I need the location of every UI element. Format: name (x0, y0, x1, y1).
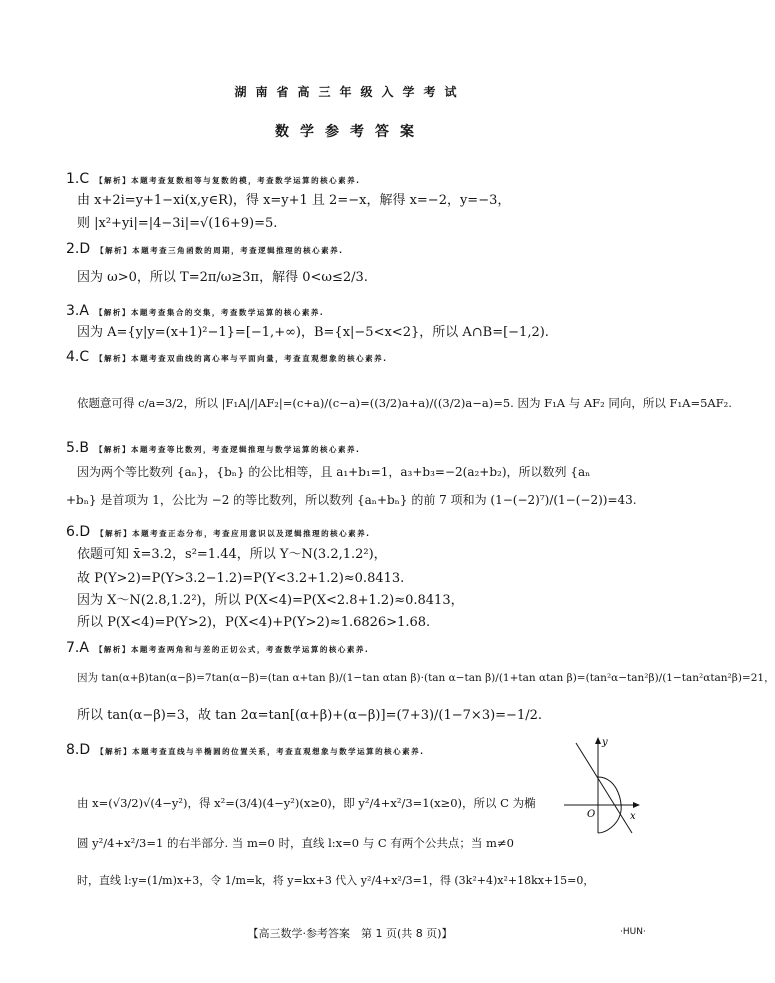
origin-label: O (587, 809, 596, 820)
problem-number: 3.A (66, 303, 89, 319)
x-axis-label: x (630, 811, 636, 822)
problem-5-line-2: +bₙ} 是首项为 1，公比为 −2 的等比数列，所以数列 {aₙ+bₙ} 的前 7 项和为 (1−(−2)⁷)/(1−(−2))=43. (66, 493, 637, 507)
analysis-tag: 【解析】 (94, 645, 131, 654)
page-title: 湖南省高三年级入学考试 (234, 85, 466, 99)
problem-6-heading (66, 524, 371, 542)
half-ellipse-graph (562, 735, 644, 835)
problem-4-heading (66, 349, 388, 367)
problem-number: 8.D (66, 742, 91, 758)
problem-2-line-1: 因为 ω>0，所以 T=2π/ω≥3π，解得 0<ω≤2/3. (77, 270, 368, 285)
problem-number: 2.D (66, 241, 91, 257)
problem-note: 本题考查直线与半椭圆的位置关系，考查直观想象与数学运算的核心素养. (132, 747, 425, 756)
analysis-tag: 【解析】 (95, 354, 132, 363)
problem-number: 7.A (66, 640, 89, 656)
problem-1-heading (66, 171, 361, 189)
problem-8-line-2: 圆 y²/4+x²/3=1 的右半部分. 当 m=0 时，直线 l:x=0 与 C 有两个公共点；当 m≠0 (77, 836, 514, 850)
problem-5-line-1: 因为两个等比数列 {aₙ}，{bₙ} 的公比相等，且 a₁+b₁=1，a₃+b₃=−2(a₂+b₂)，所以数列 {aₙ (77, 465, 591, 479)
analysis-tag: 【解析】 (94, 308, 131, 317)
problem-6-line-2: 故 P(Y>2)=P(Y>3.2−1.2)=P(Y<3.2+1.2)≈0.8413. (77, 571, 405, 586)
problem-6-line-3: 因为 X～N(2.8,1.2²)，所以 P(X<4)=P(X<2.8+1.2)≈0.8413， (77, 593, 464, 608)
problem-7-line-2: 所以 tan(α−β)=3，故 tan 2α=tan[(α+β)+(α−β)]=(7+3)/(1−7×3)=−1/2. (77, 708, 543, 723)
problem-note: 本题考查三角函数的周期，考查逻辑推理的核心素养. (132, 246, 344, 255)
problem-note: 本题考查集合的交集，考查数学运算的核心素养. (130, 308, 325, 317)
page-footer: 【高三数学·参考答案 第 1 页(共 8 页)】 (247, 927, 453, 940)
analysis-tag: 【解析】 (96, 246, 133, 255)
problem-1-line-2: 则 |x²+yi|=|4−3i|=√(16+9)=5. (77, 216, 278, 231)
problem-number: 6.D (66, 524, 91, 540)
page-subtitle: 数学参考答案 (275, 124, 425, 140)
problem-note: 本题考查等比数列，考查逻辑推理与数学运算的核心素养. (130, 445, 361, 454)
problem-3-line-1: 因为 A={y|y=(x+1)²−1}=[−1,+∞)，B={x|−5<x<2}，所以 A∩B=[−1,2). (77, 325, 549, 340)
problem-8-line-3: 时，直线 l:y=(1/m)x+3，令 1/m=k，将 y=kx+3 代入 y²/4+x²/3=1，得 (3k²+4)x²+18kx+15=0， (77, 874, 595, 887)
problem-7-heading (66, 640, 369, 658)
problem-note: 本题考查复数相等与复数的模，考查数学运算的核心素养. (131, 176, 361, 185)
problem-6-line-4: 所以 P(X<4)=P(Y>2)，P(X<4)+P(Y>2)≈1.6826>1.68. (77, 615, 431, 630)
x-axis-arrow-icon (633, 802, 640, 808)
problem-note: 本题考查双曲线的离心率与平面向量，考查直观想象的核心素养. (131, 354, 388, 363)
problem-4-line-1: 依题意可得 c/a=3/2，所以 |F₁A|/|AF₂|=(c+a)/(c−a)=((3/2)a+a)/((3/2)a−a)=5. 因为 F₁A 与 AF₂ 同向，所以 F₁A=5AF₂. (77, 396, 732, 410)
analysis-tag: 【解析】 (96, 529, 133, 538)
problem-number: 5.B (66, 440, 89, 456)
problem-8-heading (66, 742, 425, 760)
line-l (576, 743, 632, 833)
problem-1-line-1: 由 x+2i=y+1−xi(x,y∈R)，得 x=y+1 且 2=−x，解得 x=−2，y=−3， (77, 193, 511, 208)
y-axis-label: y (602, 737, 608, 748)
problem-6-line-1: 依题可知 x̄=3.2，s²=1.44，所以 Y～N(3.2,1.2²)， (77, 547, 387, 562)
region-mark: ·HUN· (620, 927, 646, 937)
problem-3-heading (66, 303, 324, 321)
problem-note: 本题考查正态分布，考查应用意识以及逻辑推理的核心素养. (132, 529, 371, 538)
y-axis-arrow-icon (595, 737, 601, 744)
problem-number: 4.C (66, 349, 90, 365)
analysis-tag: 【解析】 (95, 176, 132, 185)
problem-5-heading (66, 440, 360, 458)
problem-8-line-1: 由 x=(√3/2)√(4−y²)，得 x²=(3/4)(4−y²)(x≥0)，即 y²/4+x²/3=1(x≥0)，所以 C 为椭 (77, 796, 536, 810)
analysis-tag: 【解析】 (96, 747, 133, 756)
analysis-tag: 【解析】 (94, 445, 131, 454)
problem-7-line-1: 因为 tan(α+β)tan(α−β)=7tan(α−β)=(tan α+tan β)/(1−tan αtan β)·(tan α−tan β)/(1+tan αtan β)=(tan²α−tan²β)/(1−tan²αtan²β)=21， (77, 672, 775, 684)
problem-2-heading (66, 241, 344, 259)
problem-note: 本题考查两角和与差的正切公式，考查数学运算的核心素养. (130, 645, 370, 654)
problem-number: 1.C (66, 171, 90, 187)
